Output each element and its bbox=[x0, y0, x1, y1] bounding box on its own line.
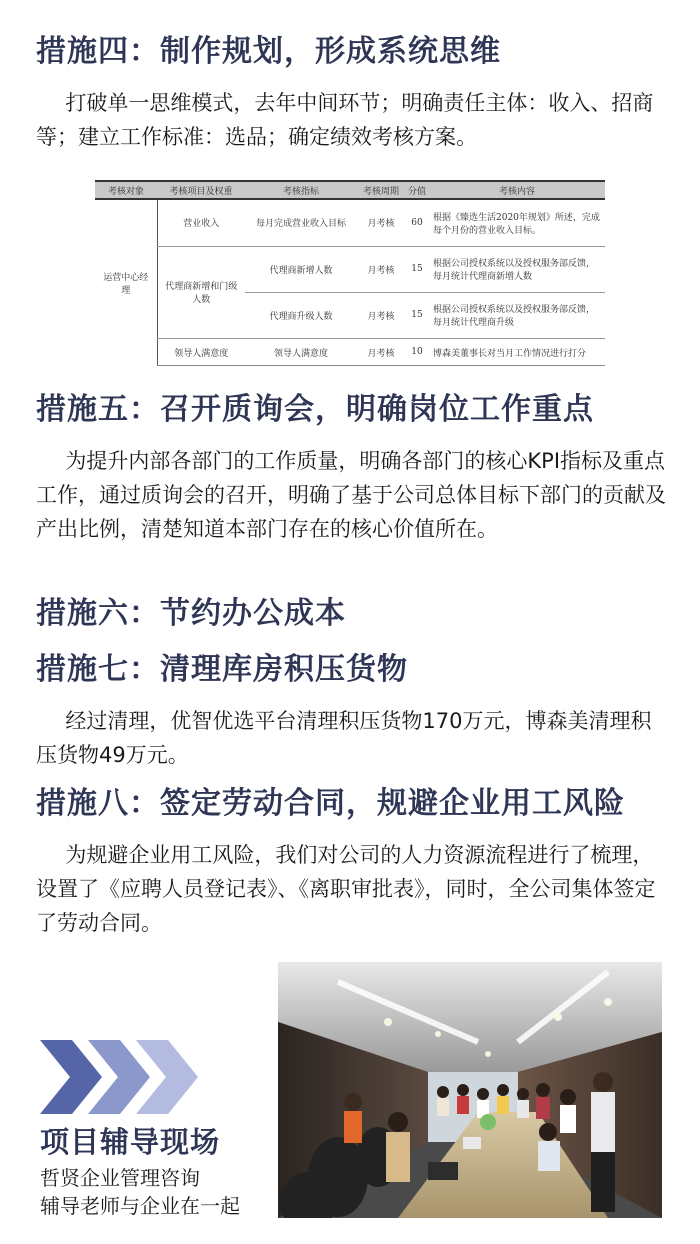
table-cell: 领导人满意度 bbox=[157, 339, 245, 366]
kpi-table bbox=[95, 180, 605, 366]
table-cell: 15 bbox=[405, 246, 429, 292]
section-7-body: 经过清理，优智优选平台清理积压货物170万元，博森美清理积压货物49万元。 bbox=[36, 709, 652, 767]
caption-line-1: 哲贤企业管理咨询 bbox=[40, 1166, 200, 1190]
table-cell: 代理商新增人数 bbox=[245, 246, 357, 292]
table-header: 考核指标 bbox=[245, 181, 357, 199]
section-5-body: 为提升内部各部门的工作质量，明确各部门的核心KPI指标及重点工作，通过质询会的召开，明确了基于公司总体目标下部门的贡献及产出比例，清楚知道本部门存在的核心价值所在。 bbox=[36, 449, 666, 541]
table-cell: 60 bbox=[405, 199, 429, 246]
table-header: 分值 bbox=[405, 181, 429, 199]
section-8-body: 为规避企业用工风险，我们对公司的人力资源流程进行了梳理，设置了《应聘人员登记表》、《离职审批表》，同时，全公司集体签定了劳动合同。 bbox=[36, 843, 656, 935]
table-cell: 根据公司授权系统以及授权服务部反馈，每月统计代理商新增人数 bbox=[429, 246, 605, 292]
table-cell: 每月完成营业收入目标 bbox=[245, 199, 357, 246]
section-4-heading: 措施四：制作规划，形成系统思维 bbox=[36, 34, 501, 69]
table-cell: 营业收入 bbox=[157, 199, 245, 246]
table-cell: 根据公司授权系统以及授权服务部反馈，每月统计代理商升级 bbox=[429, 292, 605, 338]
table-cell: 月考核 bbox=[357, 339, 405, 366]
table-cell: 代理商新增和门级人数 bbox=[157, 246, 245, 339]
table-header: 考核对象 bbox=[95, 181, 157, 199]
table-cell: 月考核 bbox=[357, 292, 405, 338]
section-4-body: 打破单一思维模式，去年中间环节；明确责任主体：收入、招商等；建立工作标准：选品；确定绩效考核方案。 bbox=[36, 91, 654, 149]
table-cell: 博森美董事长对当月工作情况进行打分 bbox=[429, 339, 605, 366]
table-header: 考核项目及权重 bbox=[157, 181, 245, 199]
caption-title: 项目辅导现场 bbox=[40, 1125, 221, 1159]
table-cell: 15 bbox=[405, 292, 429, 338]
table-header: 考核内容 bbox=[429, 181, 605, 199]
section-8-heading: 措施八：签定劳动合同，规避企业用工风险 bbox=[36, 786, 625, 821]
table-cell: 月考核 bbox=[357, 199, 405, 246]
table-cell: 根据《臻选生活2020年规划》所述，完成每个月份的营业收入目标。 bbox=[429, 199, 605, 246]
table-header: 考核周期 bbox=[357, 181, 405, 199]
section-7-heading: 措施七：清理库房积压货物 bbox=[36, 652, 408, 687]
table-cell: 月考核 bbox=[357, 246, 405, 292]
section-5-heading: 措施五：召开质询会，明确岗位工作重点 bbox=[36, 392, 594, 427]
caption-line-2: 辅导老师与企业在一起 bbox=[40, 1194, 240, 1218]
table-row bbox=[95, 339, 605, 366]
chevron-arrows-icon bbox=[40, 1040, 200, 1114]
meeting-photo bbox=[278, 962, 662, 1218]
section-6-heading: 措施六：节约办公成本 bbox=[36, 596, 346, 631]
table-cell-department: 运营中心经理 bbox=[103, 272, 149, 296]
table-cell: 10 bbox=[405, 339, 429, 366]
table-cell: 领导人满意度 bbox=[245, 339, 357, 366]
table-row bbox=[95, 246, 605, 292]
table-cell: 代理商升级人数 bbox=[245, 292, 357, 338]
table-row bbox=[95, 199, 605, 246]
